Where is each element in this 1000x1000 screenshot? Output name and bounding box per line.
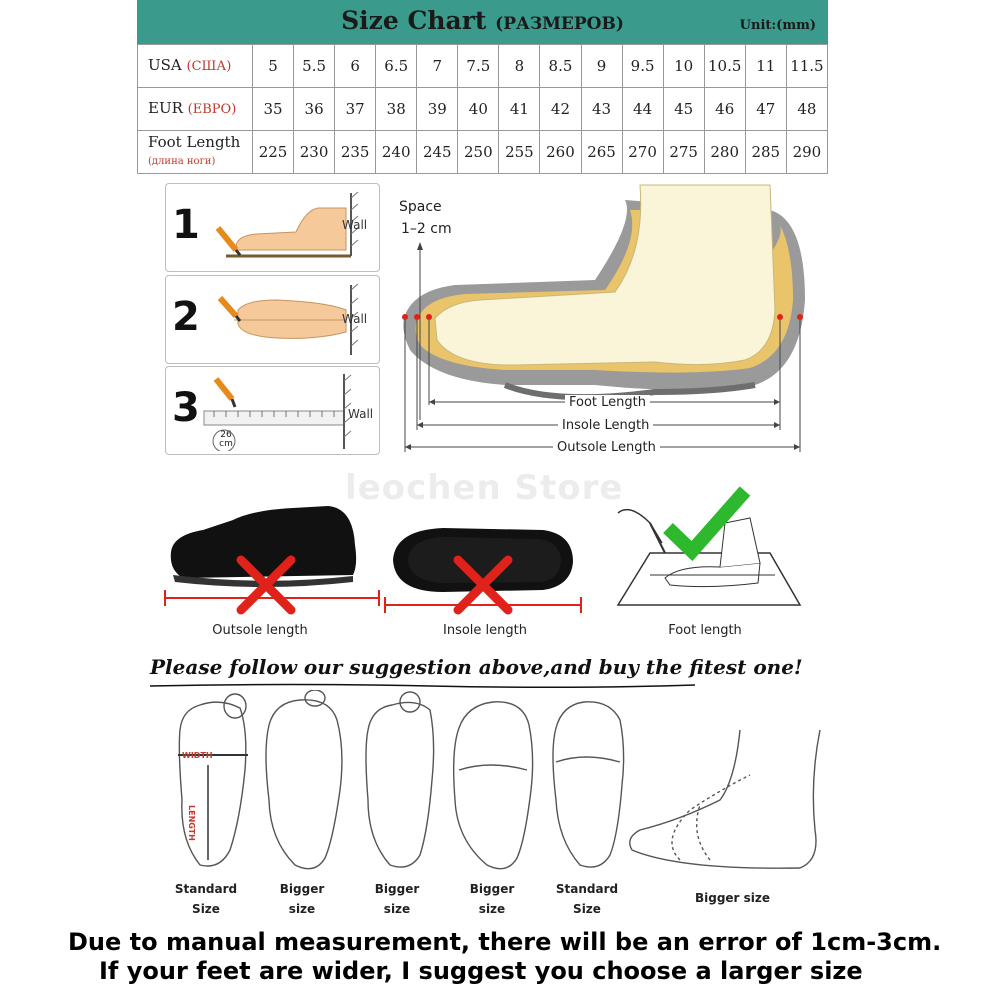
- step-number: 3: [172, 385, 200, 431]
- row-label-text: Foot Length: [148, 133, 241, 151]
- size-cell: 230: [294, 131, 335, 174]
- space-label: Space: [399, 199, 442, 215]
- size-cell: 35: [253, 88, 294, 131]
- size-cell: 10: [663, 45, 704, 88]
- size-cell: 47: [745, 88, 786, 131]
- size-cell: 38: [376, 88, 417, 131]
- size-cell: 11: [745, 45, 786, 88]
- size-row-label: [138, 88, 253, 131]
- chart-title-text: Size Chart: [341, 6, 487, 35]
- size-cell: 45: [663, 88, 704, 131]
- size-cell: 11.5: [786, 45, 827, 88]
- size-row-label: [138, 131, 253, 174]
- foot-side-view: [620, 720, 840, 890]
- chart-unit: Unit:(mm): [739, 18, 816, 33]
- wall-label: Wall: [348, 407, 374, 421]
- size-cell: 250: [458, 131, 499, 174]
- size-row: [138, 131, 828, 174]
- size-cell: 7: [417, 45, 458, 88]
- foot-outline-bigger-2: [366, 692, 434, 867]
- foot-caption-line: Bigger: [374, 882, 420, 896]
- size-cell: 42: [540, 88, 581, 131]
- foot-outline-standard-2: [553, 702, 624, 867]
- foot-length-caption: Foot length: [668, 623, 742, 638]
- size-chart: [137, 0, 828, 174]
- foot-caption-line: Standard: [174, 882, 238, 896]
- foot-caption-line: size: [288, 902, 316, 916]
- foot-caption-line: Bigger: [279, 882, 325, 896]
- foot-caption-line: size: [478, 902, 506, 916]
- ruler-unit: cm: [219, 439, 233, 449]
- store-watermark: leochen Store: [345, 468, 624, 508]
- notice-line-2: If your feet are wider, I suggest you choose a larger size: [99, 957, 863, 985]
- size-cell: 44: [622, 88, 663, 131]
- size-cell: 5: [253, 45, 294, 88]
- foot-caption-line: Size: [192, 902, 220, 916]
- outsole-length-label: Outsole Length: [553, 440, 660, 455]
- foot-outline-bigger-3: [454, 702, 533, 869]
- suggestion-text: Please follow our suggestion above,and buy the fitest one!: [150, 655, 803, 679]
- size-cell: 48: [786, 88, 827, 131]
- foot-caption: [547, 879, 627, 919]
- insole-illustration: [383, 520, 583, 615]
- wall-label: Wall: [342, 218, 368, 232]
- size-cell: 235: [335, 131, 376, 174]
- size-cell: 39: [417, 88, 458, 131]
- size-row-label: [138, 45, 253, 88]
- foot-tracing-illustration: [610, 483, 805, 613]
- foot-caption: [166, 879, 246, 919]
- foot-caption-line: Bigger: [469, 882, 515, 896]
- row-label-ru: (ЕВРО): [187, 102, 237, 117]
- step-2-panel: [165, 275, 380, 364]
- size-cell: 40: [458, 88, 499, 131]
- step-number: 2: [172, 294, 200, 340]
- size-cell: 290: [786, 131, 827, 174]
- size-cell: 36: [294, 88, 335, 131]
- step-number: 1: [172, 202, 200, 248]
- foot-caption: [452, 879, 532, 919]
- chart-title-ru: (РАЗМЕРОВ): [495, 14, 624, 34]
- length-label: LENGTH: [187, 805, 196, 841]
- foot-length-label: Foot Length: [565, 395, 650, 410]
- foot-outlines: [160, 690, 630, 880]
- size-cell: 46: [704, 88, 745, 131]
- size-cell: 260: [540, 131, 581, 174]
- size-cell: 255: [499, 131, 540, 174]
- size-cell: 37: [335, 88, 376, 131]
- suggestion-underline: [150, 683, 695, 689]
- size-cell: 265: [581, 131, 622, 174]
- width-label: WIDTH: [182, 751, 213, 760]
- size-cell: 285: [745, 131, 786, 174]
- size-table: [137, 44, 828, 174]
- insole-length-label: Insole Length: [558, 418, 653, 433]
- row-label-text: USA: [148, 56, 182, 74]
- foot-caption-line: Size: [573, 902, 601, 916]
- row-label-ru: (США): [186, 59, 232, 74]
- ruler-reading: [215, 431, 237, 449]
- size-cell: 8.5: [540, 45, 581, 88]
- step-1-panel: [165, 183, 380, 272]
- size-row: [138, 88, 828, 131]
- size-cell: 43: [581, 88, 622, 131]
- size-row: [138, 45, 828, 88]
- size-cell: 41: [499, 88, 540, 131]
- ruler-value: 26: [220, 430, 232, 440]
- size-cell: 245: [417, 131, 458, 174]
- size-cell: 270: [622, 131, 663, 174]
- wall-label: Wall: [342, 312, 368, 326]
- foot-outline-bigger-1: [266, 690, 342, 869]
- size-cell: 7.5: [458, 45, 499, 88]
- row-label-text: EUR: [148, 99, 183, 117]
- size-cell: 225: [253, 131, 294, 174]
- space-value: 1–2 cm: [401, 221, 452, 237]
- insole-length-caption: Insole length: [443, 623, 527, 638]
- size-cell: 9.5: [622, 45, 663, 88]
- foot-caption-line: Standard: [555, 882, 619, 896]
- notice-line-1: Due to manual measurement, there will be an error of 1cm-3cm.: [68, 928, 942, 956]
- step-3-panel: [165, 366, 380, 455]
- foot-caption: [357, 879, 437, 919]
- size-cell: 8: [499, 45, 540, 88]
- size-cell: 6.5: [376, 45, 417, 88]
- foot-caption-line: size: [383, 902, 411, 916]
- size-chart-title: [137, 6, 828, 35]
- shoe-outsole-illustration: [163, 490, 383, 615]
- size-cell: 6: [335, 45, 376, 88]
- foot-caption: [262, 879, 342, 919]
- side-view-caption: Bigger size: [694, 891, 771, 905]
- outsole-length-caption: Outsole length: [212, 623, 308, 638]
- row-label-ru: (длина ноги): [148, 156, 216, 167]
- size-cell: 10.5: [704, 45, 745, 88]
- size-cell: 240: [376, 131, 417, 174]
- size-cell: 5.5: [294, 45, 335, 88]
- size-cell: 280: [704, 131, 745, 174]
- size-cell: 275: [663, 131, 704, 174]
- size-cell: 9: [581, 45, 622, 88]
